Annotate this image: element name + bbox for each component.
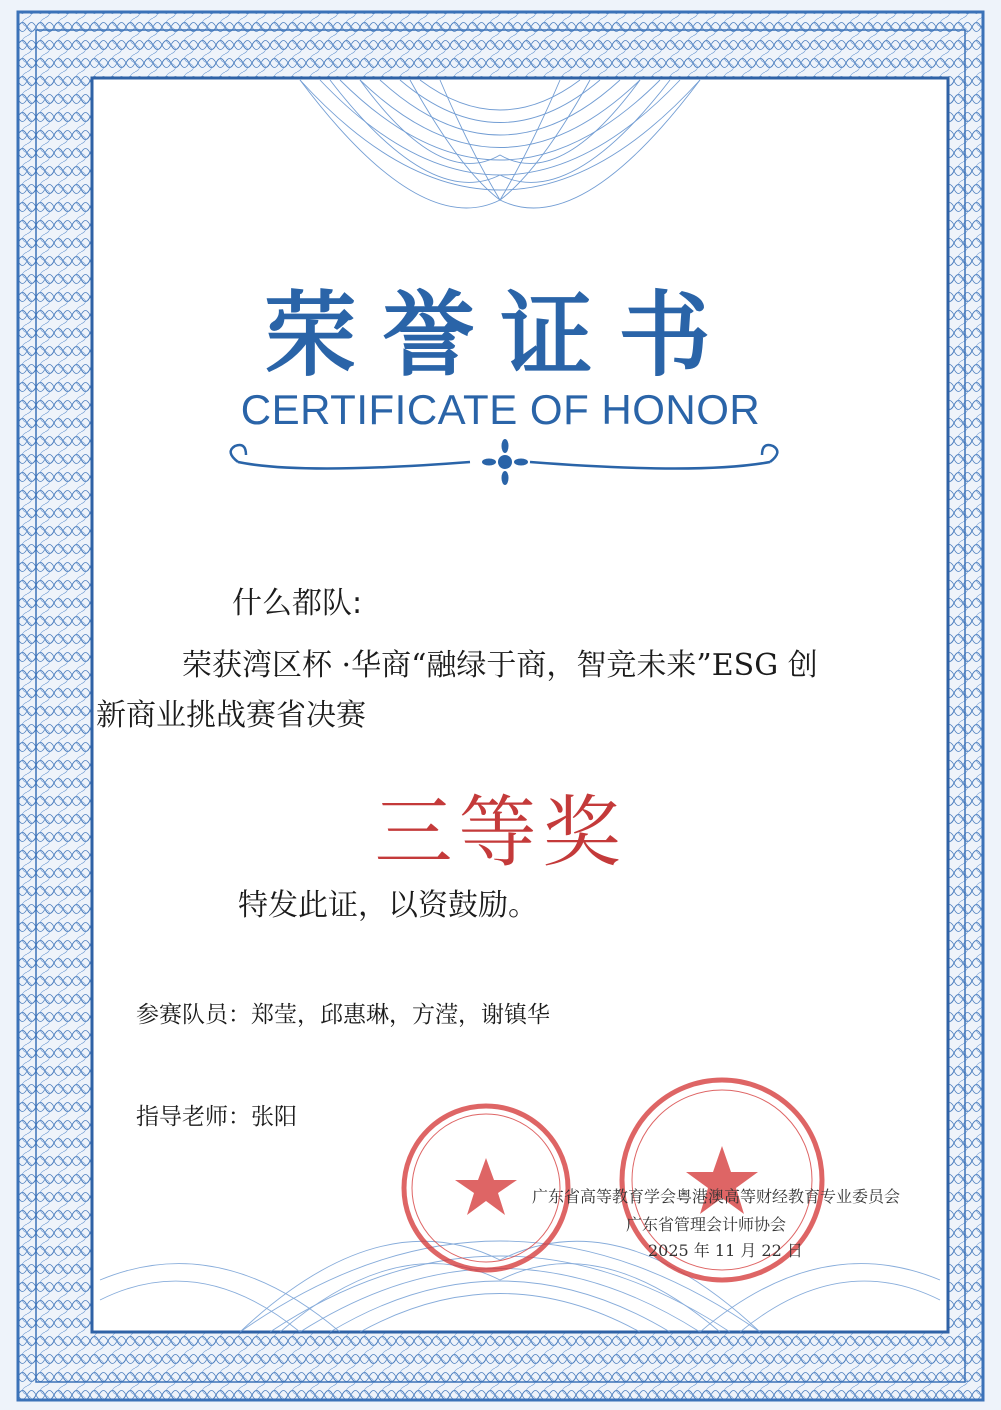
- issuer-organization-2: 广东省管理会计师协会: [626, 1215, 787, 1234]
- team-members: 参赛队员：郑莹，邱惠琳，方滢，谢镇华: [136, 1002, 550, 1028]
- award-description-line-2: 新商业挑战赛省决赛: [96, 698, 366, 733]
- certificate-title-cn: 荣誉证书: [264, 282, 737, 389]
- issuer-organization-1: 广东省高等教育学会粤港澳高等财经教育专业委员会: [532, 1187, 901, 1206]
- award-description-line-1: 荣获湾区杯 ·华商“融绿于商，智竞未来”ESG 创: [182, 648, 818, 683]
- issue-date: 2025 年 11 月 22 日: [648, 1241, 803, 1260]
- team-name: 什么都队:: [232, 586, 363, 621]
- certificate-title-en: CERTIFICATE OF HONOR: [240, 386, 761, 433]
- prize-level: 三等奖: [374, 788, 627, 878]
- advisor: 指导老师：张阳: [136, 1104, 297, 1130]
- encouragement-text: 特发此证，以资鼓励。: [238, 888, 538, 923]
